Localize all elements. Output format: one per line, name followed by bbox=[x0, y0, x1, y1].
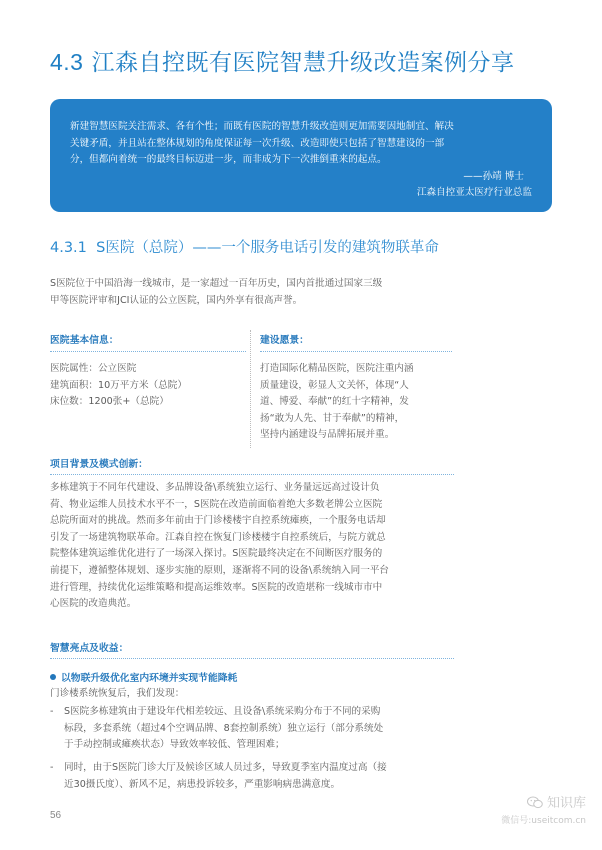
quote-box bbox=[50, 99, 552, 212]
watermark-sub: 微信号:useitcom.cn bbox=[501, 816, 586, 826]
subsection-number: 4.3.1 bbox=[50, 240, 87, 256]
subsection-title-text: S医院（总院）——一个服务电话引发的建筑物联革命 bbox=[96, 240, 439, 256]
background-line: 多栋建筑于不同年代建设、多品牌设备\系统独立运行、业务量远远高过设计负 bbox=[50, 482, 380, 493]
basic-info-line: 床位数：1200张+（总院） bbox=[50, 396, 169, 408]
list-dash: - bbox=[50, 706, 54, 717]
background-line: 心医院的改造典范。 bbox=[50, 598, 137, 610]
intro-line: 甲等医院评审和JCI认证的公立医院，国内外享有很高声誉。 bbox=[50, 294, 303, 306]
basic-info-line: 建筑面积：10万平方米（总院） bbox=[50, 379, 187, 391]
basic-info-list bbox=[50, 361, 246, 411]
basic-info-heading: 医院基本信息： bbox=[50, 335, 119, 346]
background-line: 前提下，遵循整体规划、逐步实施的原则，逐渐将不同的设备\系统纳入同一平台 bbox=[50, 564, 390, 576]
vision-line: 道、博爱、奉献”的红十字精神，发 bbox=[260, 396, 409, 408]
vision-divider bbox=[260, 351, 452, 352]
highlights-lead: 门诊楼系统恢复后，我们发现： bbox=[50, 688, 185, 699]
vision-line: 打造国际化精品医院，医院注重内涵 bbox=[260, 363, 414, 374]
page-number: 56 bbox=[50, 810, 62, 821]
intro-paragraph bbox=[50, 276, 470, 309]
highlight-bullet-text: 以物联升级优化室内环境并实现节能降耗 bbox=[61, 673, 238, 684]
list-dash: - bbox=[50, 762, 54, 773]
background-divider bbox=[50, 474, 454, 475]
quote-line: 新建智慧医院关注需求、各有个性；而既有医院的智慧升级改造则更加需要因地制宜、解决 bbox=[70, 121, 454, 132]
list-item-line: 同时，由于S医院门诊大厅及候诊区域人员过多，导致夏季室内温度过高（接 bbox=[64, 762, 387, 773]
basic-info-line: 医院属性：公立医院 bbox=[50, 363, 137, 374]
vision-line: 扬“敢为人先、甘于奉献”的精神， bbox=[260, 412, 405, 424]
background-paragraph bbox=[50, 480, 470, 613]
list-item-line: S医院多栋建筑由于建设年代相差较远、且设备\系统采购分布于不同的采购 bbox=[64, 706, 381, 717]
highlights-heading: 智慧亮点及收益： bbox=[50, 643, 129, 654]
watermark bbox=[501, 792, 586, 826]
background-line: 总院所面对的挑战。然而多年前由于门诊楼楼宇自控系统瘫痪，一个服务电话却 bbox=[50, 515, 386, 527]
vision-text bbox=[260, 361, 456, 444]
list-item bbox=[50, 704, 468, 754]
vision-line: 坚持内涵建设与品牌拓展并重。 bbox=[260, 429, 395, 441]
list-item bbox=[50, 760, 468, 793]
quote-text bbox=[70, 119, 534, 202]
watermark-brand: 知识库 bbox=[546, 796, 586, 811]
vision-line: 质量建设，彰显人文关怀，体现“人 bbox=[260, 379, 409, 391]
list-item-line: 于手动控制或瘫痪状态）导致效率较低、管理困难； bbox=[64, 739, 285, 751]
section-title bbox=[50, 44, 514, 77]
list-item-line: 标段，多套系统（超过4个空调品牌、8套控制系统）独立运行（部分系统处 bbox=[64, 722, 384, 734]
section-number: 4.3 bbox=[50, 49, 84, 75]
vision-heading: 建设愿景： bbox=[260, 335, 309, 346]
wechat-icon bbox=[527, 796, 543, 809]
quote-line: 关键矛盾，并且站在整体规划的角度保证每一次升级、改造即使只包括了智慧建设的一部 bbox=[70, 137, 445, 149]
section-title-text: 江森自控既有医院智慧升级改造案例分享 bbox=[91, 50, 515, 76]
bullet-dot-icon bbox=[50, 674, 56, 680]
highlights-divider bbox=[50, 658, 454, 659]
subsection-title bbox=[50, 236, 439, 257]
list-item-line: 近30摄氏度）、新风不足，病患投诉较多，严重影响病患满意度。 bbox=[64, 778, 341, 790]
background-line: 进行管理，持续优化运维策略和提高运维效率。S医院的改造堪称一线城市市中 bbox=[50, 581, 383, 593]
quote-line: 分，但都向着统一的最终目标迈进一步，而非成为下一次推倒重来的起点。 bbox=[70, 154, 387, 165]
highlight-bullet bbox=[50, 670, 237, 684]
background-line: 荷、物业运维人员技术水平不一，S医院在改造前面临着绝大多数老牌公立医院 bbox=[50, 498, 383, 510]
quote-author: ——孙靖 博士 bbox=[463, 170, 524, 182]
basic-info-divider bbox=[50, 351, 246, 352]
column-divider bbox=[250, 330, 251, 448]
background-heading: 项目背景及模式创新： bbox=[50, 459, 148, 470]
quote-org: 江森自控亚太医疗行业总监 bbox=[416, 187, 532, 198]
background-line: 引发了一场建筑物联革命。江森自控在恢复门诊楼楼宇自控系统后，与院方就总 bbox=[50, 531, 386, 543]
intro-line: S医院位于中国沿海一线城市，是一家超过一百年历史，国内首批通过国家三级 bbox=[50, 278, 383, 289]
background-line: 院整体建筑运维优化进行了一场深入探讨。S医院最终决定在不间断医疗服务的 bbox=[50, 548, 383, 560]
